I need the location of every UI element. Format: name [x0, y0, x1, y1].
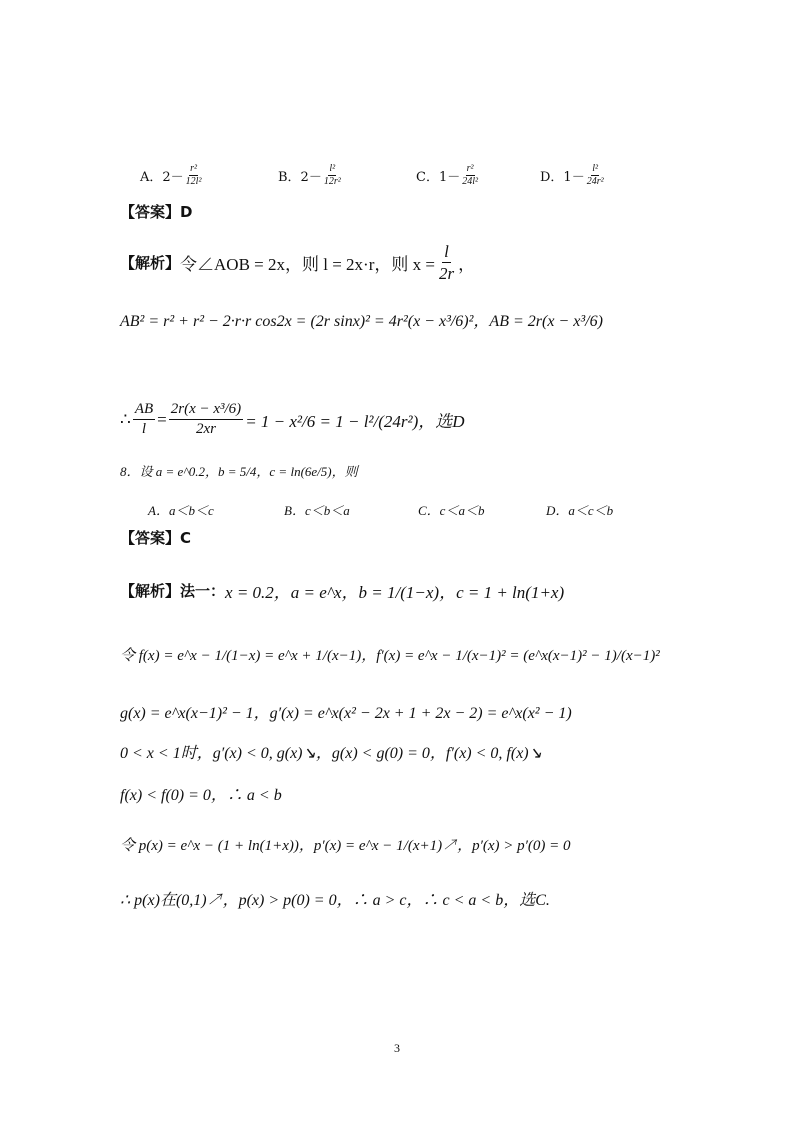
q7-answer: 【答案】 D	[120, 202, 193, 221]
q7-option-c: C．1－ $\frac{\text{r²}}{\text{24l²}}$	[416, 163, 478, 187]
q7-analysis-line1: 【解析】 令∠AOB = 2x，则 l = 2x·r，则 x = $\frac{l}{2r}$ ，	[120, 242, 476, 283]
q7-option-d: D．1－ $\frac{\text{l²}}{\text{24r²}}$	[540, 163, 604, 187]
q8-solution-line5: f(x) < f(0) = 0，∴ a < b	[120, 787, 282, 804]
page-number: 3	[394, 1041, 400, 1055]
q8-solution-line4: 0 < x < 1时，g′(x) < 0, g(x)↘，g(x) < g(0) = 0，f′(x) < 0, f(x)↘	[120, 745, 543, 762]
q8-option-a: A．a＜b＜c	[148, 503, 214, 518]
q8-option-c: C．c＜a＜b	[418, 503, 485, 518]
q8-option-b: B．c＜b＜a	[284, 503, 350, 518]
q8-solution-line6: 令 p(x) = e^x − (1 + ln(1+x))，p′(x) = e^x − 1/(x+1)↗，p′(x) > p′(0) = 0	[120, 838, 571, 854]
q7-analysis-line3: ∴ $\frac{AB}{l}$ = $\frac{\text{2r(x − x³/6)}}{2xr}$ = 1 − x²/6 = 1 − l²/(24r²)，选D	[120, 401, 465, 437]
q8-option-d: D．a＜c＜b	[546, 503, 614, 518]
q8-solution-line1: 【解析】 法一： x = 0.2，a = e^x，b = 1/(1−x)，c = 1 + ln(1+x)	[120, 582, 565, 602]
q8-answer: 【答案】 C	[120, 528, 192, 547]
q8-solution-line3: g(x) = e^x(x−1)² − 1，g′(x) = e^x(x² − 2x + 1 + 2x − 2) = e^x(x² − 1)	[120, 705, 572, 722]
q7-analysis-line2: AB² = r² + r² − 2·r·r cos2x = (2r sinx)² = 4r²(x − x³/6)²，AB = 2r(x − x³/6)	[120, 313, 603, 330]
q7-option-b: B．2－ $\frac{\text{l²}}{\text{12r²}}$	[278, 163, 341, 187]
q8-solution-line2: 令 f(x) = e^x − 1/(1−x) = e^x + 1/(x−1)，f′(x) = e^x − 1/(x−1)² = (e^x(x−1)² − 1)/(x−1)²	[120, 648, 660, 664]
q7-option-a: A．2－ $\frac{\text{r²}}{\text{12l²}}$	[140, 163, 202, 187]
q8-solution-line7: ∴ p(x)在(0,1)↗，p(x) > p(0) = 0，∴ a > c，∴ c < a < b，选C.	[120, 892, 550, 909]
q8-stem: 8．设 a = e^0.2，b = 5/4，c = ln(6e/5)，则	[120, 464, 358, 479]
